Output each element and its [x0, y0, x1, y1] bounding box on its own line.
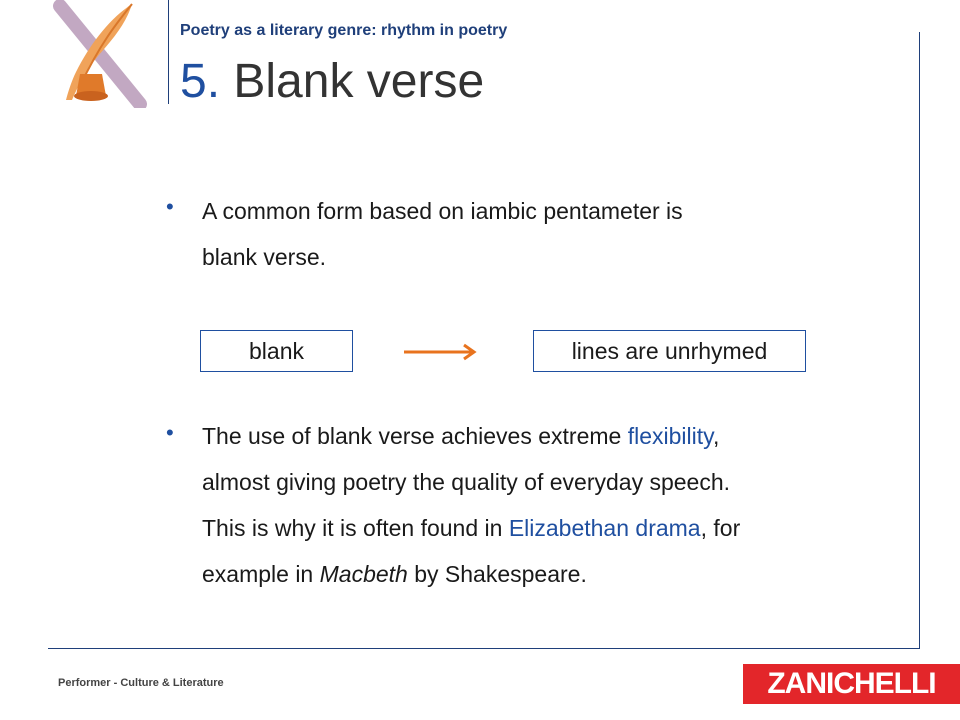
- bottom-border: [48, 648, 920, 649]
- meaning-box: lines are unrhymed: [533, 330, 806, 372]
- quill-logo-icon: [50, 0, 150, 108]
- slide-title: [180, 54, 484, 109]
- term-box: blank: [200, 330, 353, 372]
- right-border: [919, 32, 920, 648]
- bullet-icon: •: [166, 420, 174, 445]
- bullet-2-text: The use of blank verse achieves extreme flexibility, almost giving poetry the quality of everyday speech. This is why it is often found in Elizabethan drama, for example in Macbeth by Shakespeare.: [202, 423, 741, 587]
- brand-logo: ZANICHELLI: [743, 664, 960, 704]
- arrow-right-icon: [402, 342, 482, 362]
- header-divider: [168, 0, 169, 104]
- footer-text: Performer - Culture & Literature: [58, 677, 224, 689]
- slide-subtitle: Poetry as a literary genre: rhythm in poetry: [180, 22, 508, 39]
- title-text: Blank verse: [233, 55, 485, 108]
- title-number: 5.: [180, 55, 221, 108]
- bullet-1-text: A common form based on iambic pentameter is blank verse.: [202, 198, 683, 270]
- bullet-icon: •: [166, 194, 174, 219]
